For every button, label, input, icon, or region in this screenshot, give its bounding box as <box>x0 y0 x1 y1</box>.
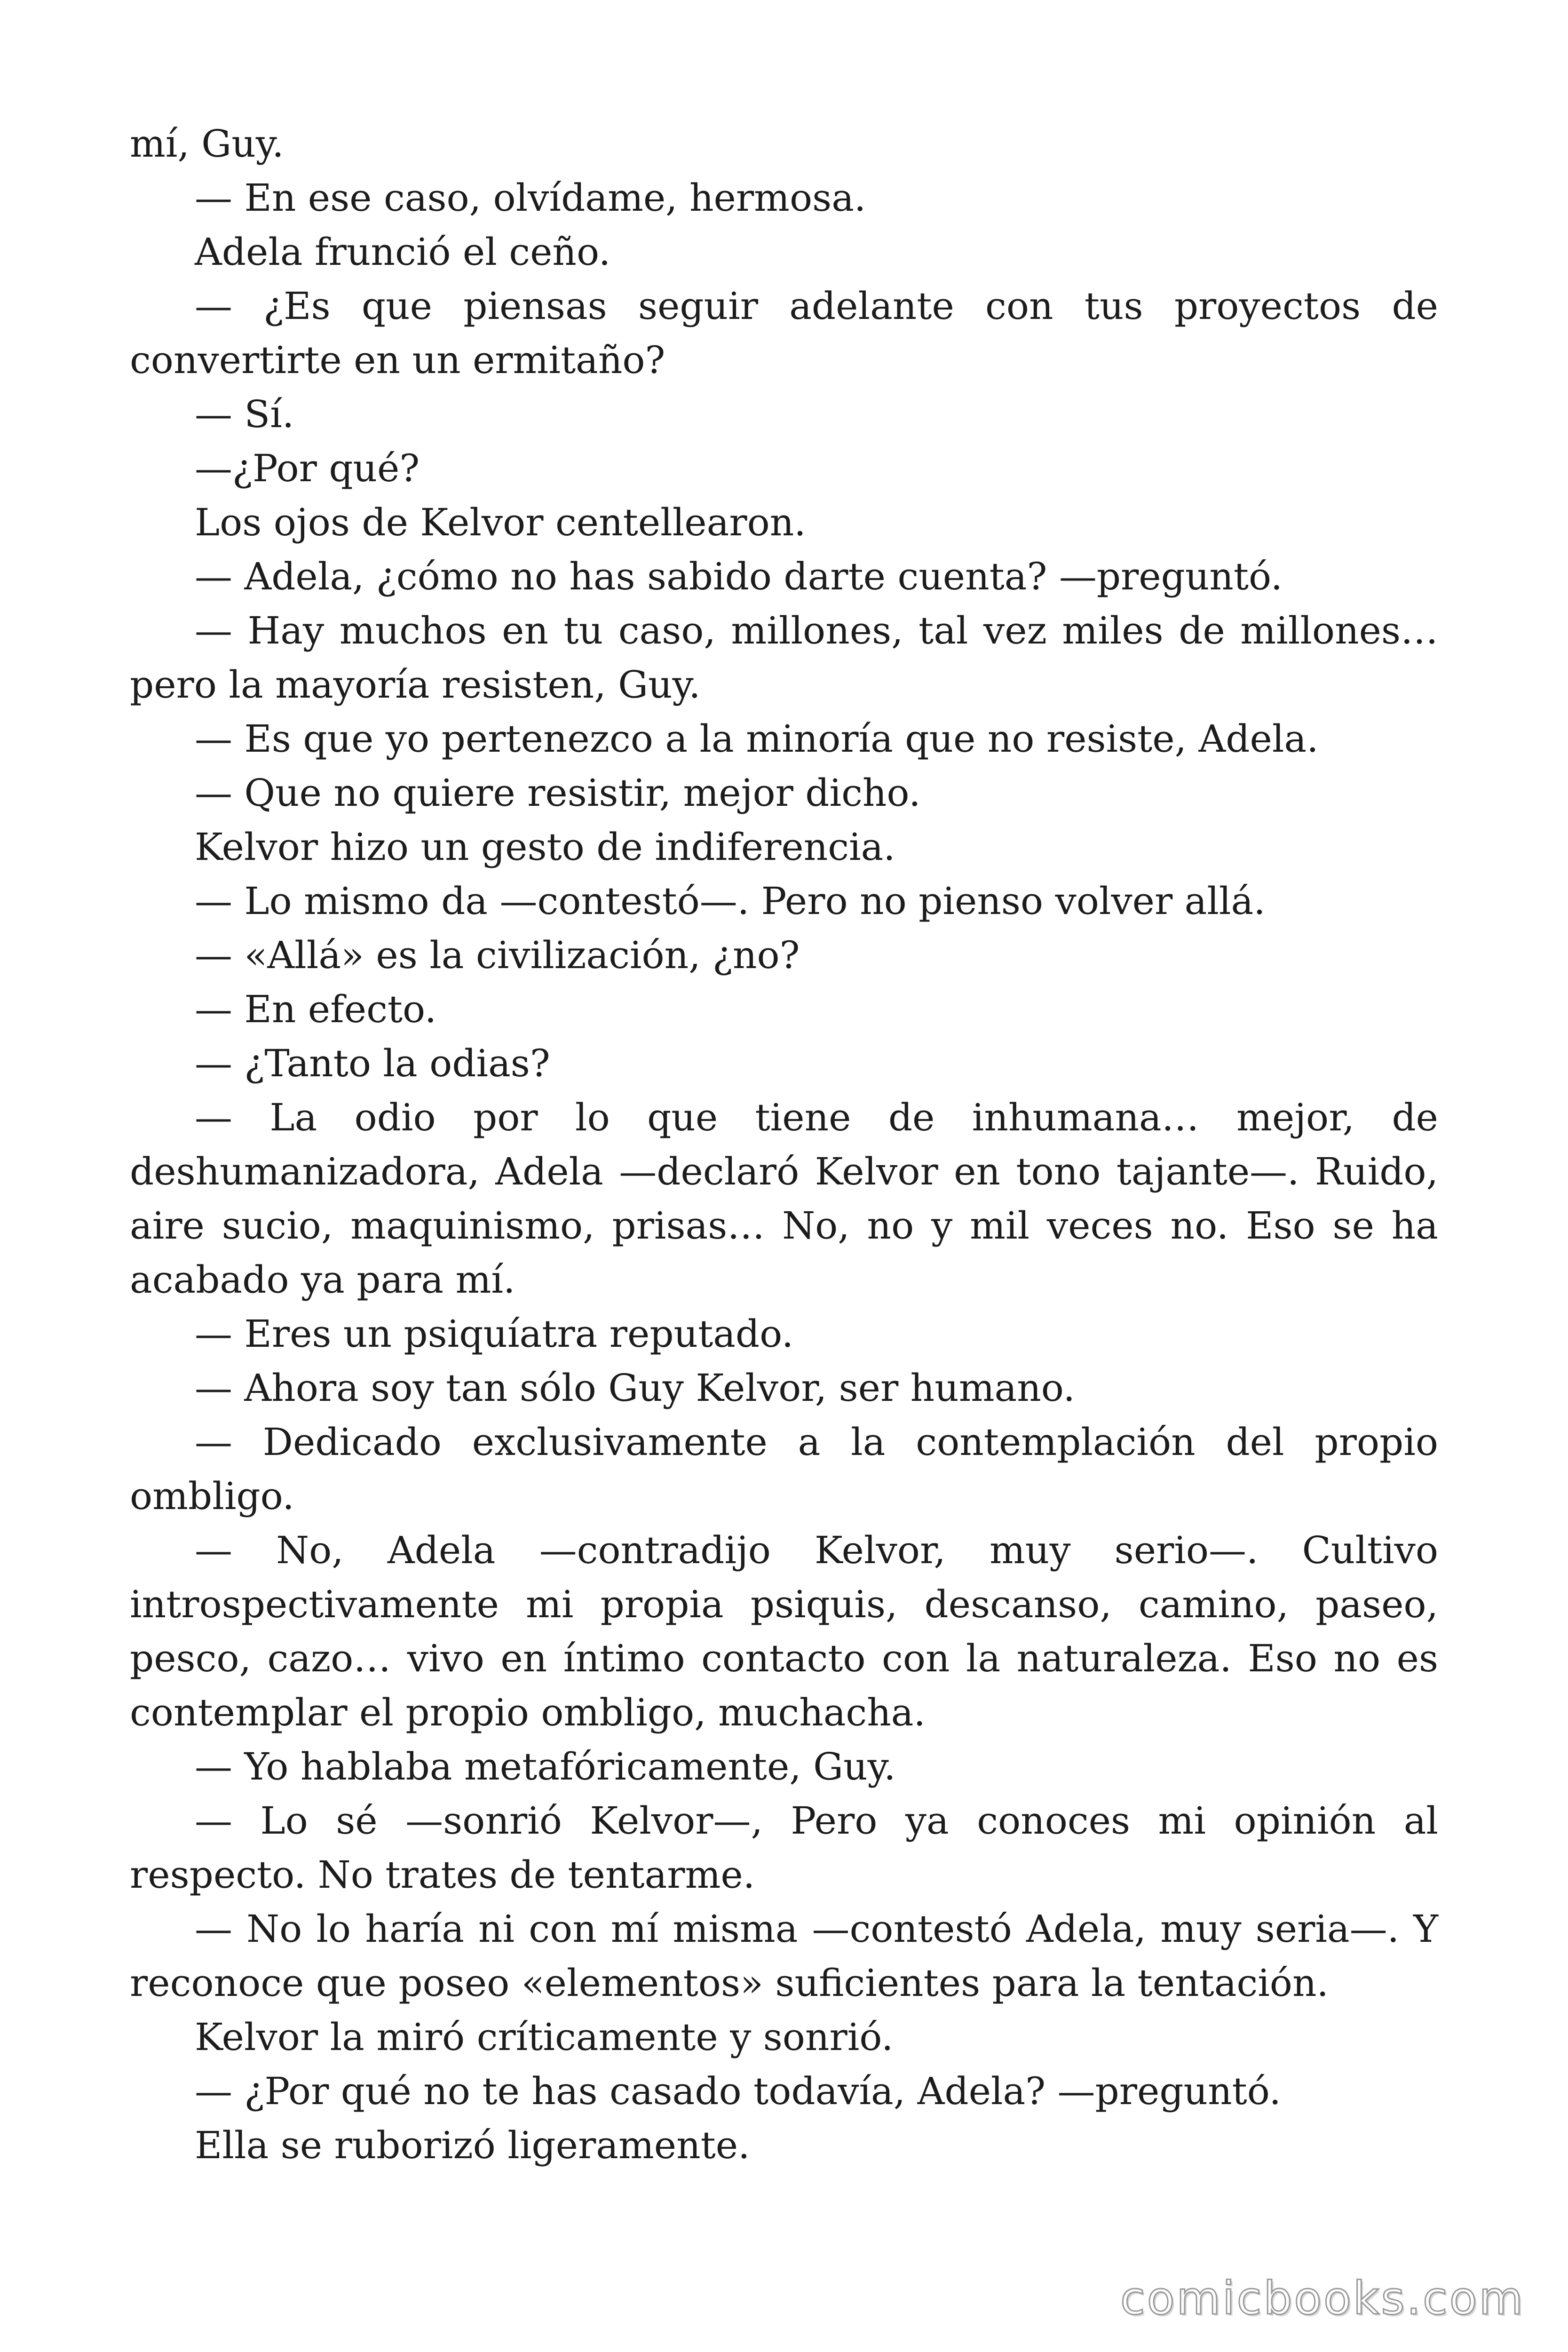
paragraph: — En efecto. <box>195 987 437 1031</box>
paragraph: — Es que yo pertenezco a la minoría que no resiste, Adela. <box>195 717 1319 761</box>
paragraph: —¿Por qué? <box>195 446 420 490</box>
paragraph: Kelvor hizo un gesto de indiferencia. <box>195 825 895 869</box>
paragraph: — Ahora soy tan sólo Guy Kelvor, ser humano. <box>195 1366 1075 1410</box>
paragraph: — Adela, ¿cómo no has sabido darte cuenta? —preguntó. <box>195 555 1283 598</box>
paragraph: — Que no quiere resistir, mejor dicho. <box>195 771 921 815</box>
paragraph: — ¿Es que piensas seguir adelante con tus proyectos de convertirte en un ermitaño? <box>130 284 1438 382</box>
paragraph: — No lo haría ni con mí misma —contestó Adela, muy seria—. Y reconoce que poseo «elementos» suficientes para la tentación. <box>130 1907 1438 2005</box>
paragraph: — ¿Por qué no te has casado todavía, Adela? —preguntó. <box>195 2069 1281 2113</box>
paragraph: — En ese caso, olvídame, hermosa. <box>195 176 866 220</box>
paragraph: Ella se ruborizó ligeramente. <box>195 2123 750 2167</box>
book-page-text <box>130 117 1438 2172</box>
paragraph: — La odio por lo que tiene de inhumana… mejor, de deshumanizadora, Adela —declaró Kelvor en tono tajante—. Ruido, aire sucio, maquinismo, prisas… No, no y mil veces no. Eso se ha acabado ya para mí. <box>130 1096 1438 1302</box>
paragraph: mí, Guy. <box>130 122 284 166</box>
paragraph: — No, Adela —contradijo Kelvor, muy serio—. Cultivo introspectivamente mi propia psiquis, descanso, camino, paseo, pesco, cazo… vivo en íntimo contacto con la naturaleza. Eso no es contemplar el propio ombligo, muchacha. <box>130 1528 1438 1734</box>
watermark: comicbooks.com <box>1120 2272 1525 2325</box>
paragraph: — «Allá» es la civilización, ¿no? <box>195 933 800 977</box>
paragraph: — Yo hablaba metafóricamente, Guy. <box>195 1745 896 1788</box>
paragraph: — ¿Tanto la odias? <box>195 1041 550 1085</box>
paragraph: — Sí. <box>195 392 294 436</box>
paragraph: — Eres un psiquíatra reputado. <box>195 1312 794 1356</box>
paragraph: Adela frunció el ceño. <box>195 230 611 274</box>
paragraph: Kelvor la miró críticamente y sonrió. <box>195 2015 894 2059</box>
paragraph: — Dedicado exclusivamente a la contemplación del propio ombligo. <box>130 1420 1438 1518</box>
paragraph: — Lo sé —sonrió Kelvor—, Pero ya conoces mi opinión al respecto. No trates de tentarme. <box>130 1799 1438 1897</box>
paragraph: — Lo mismo da —contestó—. Pero no pienso volver allá. <box>195 879 1266 923</box>
paragraph: Los ojos de Kelvor centellearon. <box>195 501 806 544</box>
paragraph: — Hay muchos en tu caso, millones, tal vez miles de millones… pero la mayoría resisten, Guy. <box>130 609 1438 707</box>
